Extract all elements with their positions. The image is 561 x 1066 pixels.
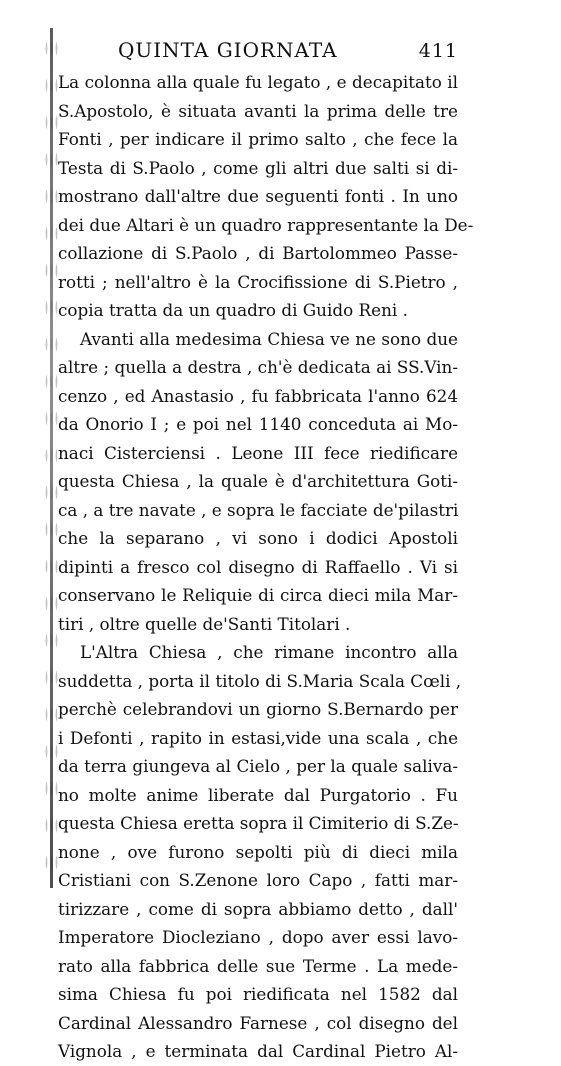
text-line: La colonna alla quale fu legato , e decapitato il bbox=[58, 72, 458, 92]
text-line: Vignola , e terminata dal Cardinal Pietro Al- bbox=[58, 1041, 458, 1061]
text-line: L'Altra Chiesa , che rimane incontro alla bbox=[80, 642, 458, 662]
text-line: none , ove furono sepolti più di dieci mila bbox=[58, 841, 458, 862]
book-page bbox=[58, 38, 474, 1066]
text-line: sima Chiesa fu poi riedificata nel 1582 dal bbox=[58, 984, 458, 1004]
text-line: S.Apostolo, è situata avanti la prima delle tre bbox=[58, 100, 458, 121]
text-line: altre ; quella a destra , ch'è dedicata ai SS.Vin- bbox=[58, 357, 458, 377]
text-line: no molte anime liberate dal Purgatorio . Fu bbox=[58, 784, 458, 805]
binding-gutter bbox=[50, 28, 53, 888]
text-line: perchè celebrandovi un giorno S.Bernardo per bbox=[58, 699, 458, 719]
text-line: Avanti alla medesima Chiesa ve ne sono due bbox=[80, 328, 458, 349]
text-line: conservano le Reliquie di circa dieci mila Mar- bbox=[58, 585, 458, 605]
text-line: suddetta , porta il titolo di S.Maria Scala Cœli , bbox=[58, 670, 462, 691]
text-line: i Defonti , rapito in estasi,vide una scala , che bbox=[58, 727, 458, 748]
text-line: cenzo , ed Anastasio , fu fabbricata l'anno 624 bbox=[58, 385, 458, 406]
paragraph bbox=[58, 325, 458, 639]
running-head bbox=[58, 38, 458, 68]
body-text bbox=[58, 68, 474, 1066]
paragraph bbox=[58, 638, 462, 1066]
text-line: rato alla fabbrica delle sue Terme . La mede- bbox=[58, 955, 458, 976]
text-line: copia tratta da un quadro di Guido Reni . bbox=[58, 300, 408, 320]
page-number: 411 bbox=[418, 40, 458, 62]
text-line: Testa di S.Paolo , come gli altri due salti si di- bbox=[58, 157, 458, 178]
text-line: ca , a tre navate , e sopra le facciate de'pilastri bbox=[58, 499, 459, 520]
text-line: dipinti a fresco col disegno di Raffaello . Vi si bbox=[58, 556, 458, 577]
text-line: collazione di S.Paolo , di Bartolommeo Passe- bbox=[58, 243, 458, 263]
text-line: tiri , oltre quelle de'Santi Titolari . bbox=[58, 613, 351, 634]
text-line: da Onorio I ; e poi nel 1140 conceduta ai Mo- bbox=[58, 414, 458, 434]
text-line: questa Chiesa eretta sopra il Cimiterio di S.Ze- bbox=[58, 813, 459, 833]
text-line: Cardinal Alessandro Farnese , col disegno del bbox=[58, 1012, 458, 1033]
text-line: naci Cisterciensi . Leone III fece riedificare bbox=[58, 442, 458, 463]
text-line: questa Chiesa , la quale è d'architettura Goti- bbox=[58, 471, 458, 491]
text-line: tirizzare , come di sopra abbiamo detto , dall' bbox=[58, 898, 458, 919]
text-line: dei due Altari è un quadro rappresentante la De- bbox=[58, 214, 474, 235]
text-line: che la separano , vi sono i dodici Apostoli bbox=[58, 528, 458, 548]
text-line: rotti ; nell'altro è la Crocifissione di S.Pietro , bbox=[58, 271, 458, 292]
text-line: mostrano dall'altre due seguenti fonti . In uno bbox=[58, 186, 458, 206]
text-line: da terra giungeva al Cielo , per la quale saliva- bbox=[58, 756, 458, 776]
text-line: Imperatore Diocleziano , dopo aver essi lavo- bbox=[58, 927, 458, 947]
running-title: QUINTA GIORNATA bbox=[118, 38, 338, 62]
paragraph bbox=[58, 68, 474, 325]
text-line: Cristiani con S.Zenone loro Capo , fatti mar- bbox=[58, 870, 458, 890]
text-line: Fonti , per indicare il primo salto , che fece la bbox=[58, 129, 458, 149]
